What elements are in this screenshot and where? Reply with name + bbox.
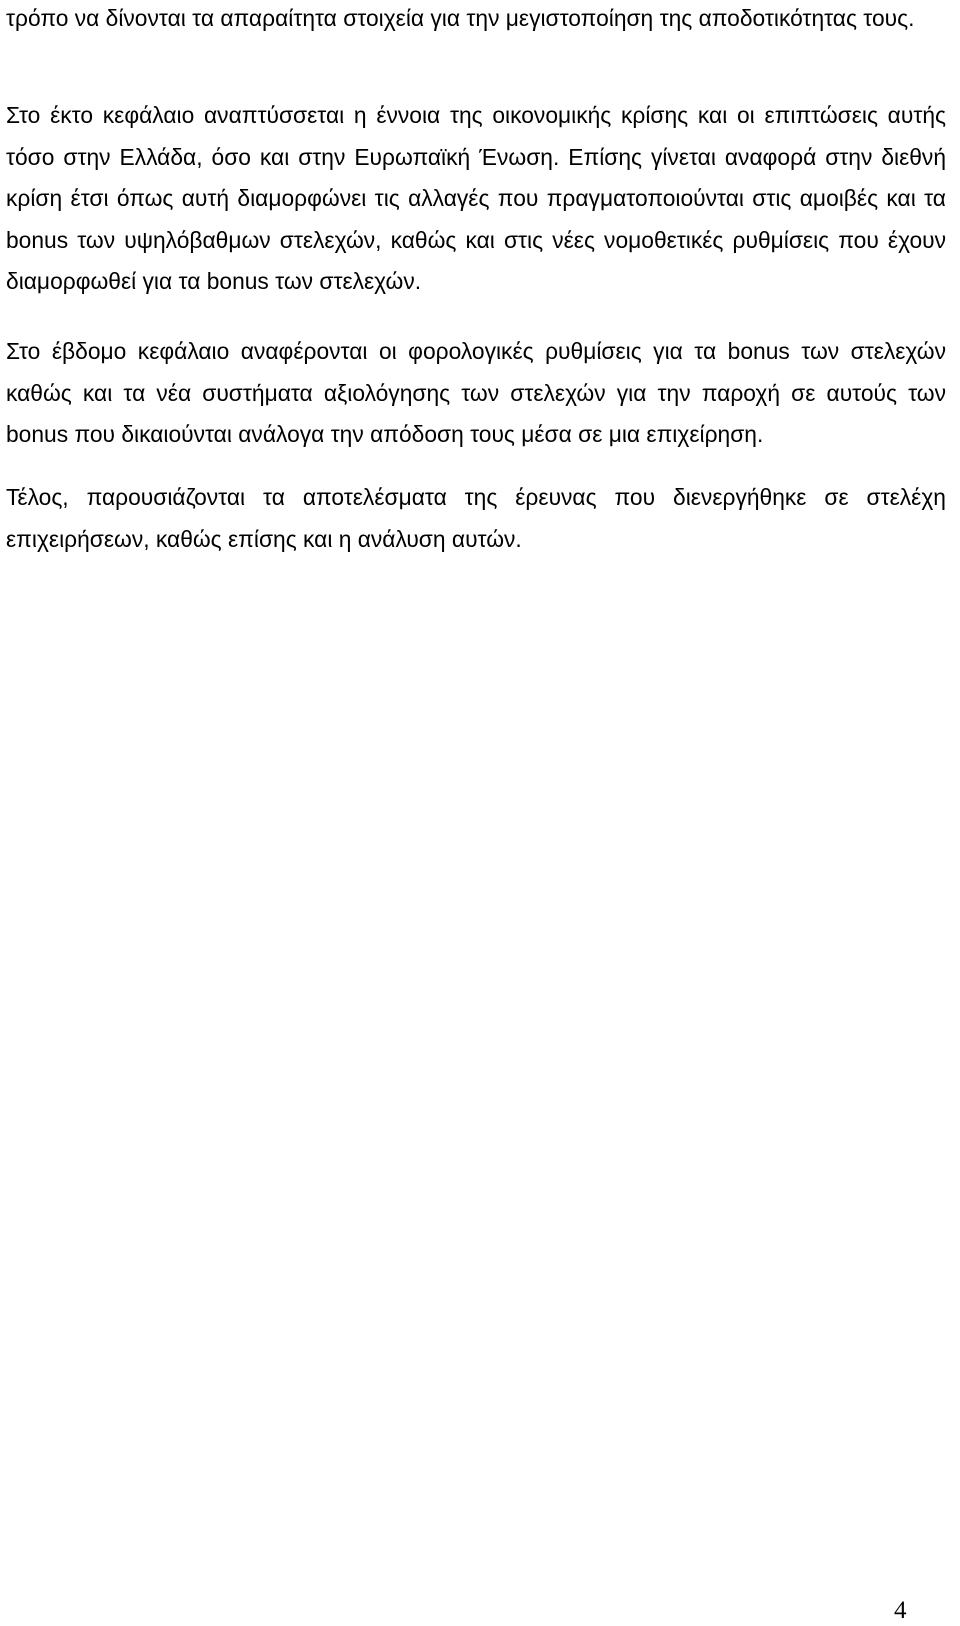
paragraph-chapter-seven: Στο έβδομο κεφάλαιο αναφέρονται οι φορολογικές ρυθμίσεις για τα bonus των στελεχών καθώς και τα νέα συστήματα αξιολόγησης των στελεχών για την παροχή σε αυτούς των bonus που δικαιούνται ανάλογα την απόδοση τους μέσα σε μια επιχείρηση. bbox=[6, 338, 946, 447]
paragraph-efficiency-intro: τρόπο να δίνονται τα απαραίτητα στοιχεία για την μεγιστοποίηση της αποδοτικότητας τους. bbox=[6, 5, 915, 31]
document-page bbox=[6, 0, 958, 1626]
page-number: 4 bbox=[894, 1597, 907, 1624]
paragraph-chapter-six: Στο έκτο κεφάλαιο αναπτύσσεται η έννοια της οικονομικής κρίσης και οι επιπτώσεις αυτής τόσο στην Ελλάδα, όσο και στην Ευρωπαϊκή Ένωση. Επίσης γίνεται αναφορά στην διεθνή κρίση έτσι όπως αυτή διαμορφώνει τις αλλαγές που πραγματοποιούνται στις αμοιβές και τα bonus των υψηλόβαθμων στελεχών, καθώς και στις νέες νομοθετικές ρυθμίσεις που έχουν διαμορφωθεί για τα bonus των στελεχών. bbox=[6, 102, 946, 294]
paragraph-conclusion: Τέλος, παρουσιάζονται τα αποτελέσματα της έρευνας που διενεργήθηκε σε στελέχη επιχειρήσεων, καθώς επίσης και η ανάλυση αυτών. bbox=[6, 484, 946, 552]
